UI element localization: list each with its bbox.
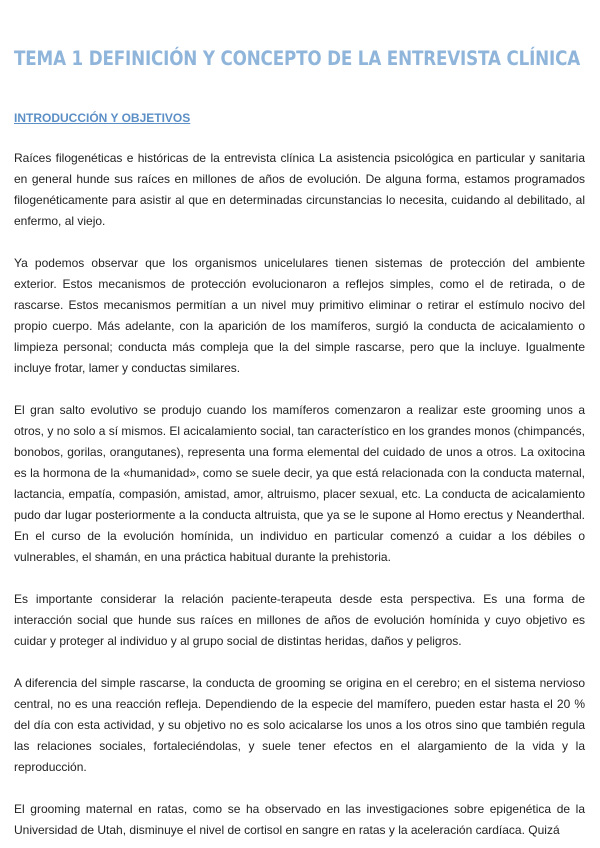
paragraph-maternal-grooming: El grooming maternal en ratas, como se ha observado en las investigaciones sobre epigenética de la Universidad de Utah, disminuye el nivel de cortisol en sangre en ratas y la aceleración cardíaca. Quizá [14,802,585,837]
paragraph-patient-therapist: Es importante considerar la relación paciente-terapeuta desde esta perspectiva. Es una forma de interacción social que hunde sus raíces en millones de años de evolución homínida y cuyo objetivo es cuidar y proteger al individuo y al grupo social de distintas heridas, daños y peligros. [14,592,585,648]
section-heading: INTRODUCCIÓN Y OBJETIVOS [14,111,191,125]
paragraph-protection-mechanisms: Ya podemos observar que los organismos unicelulares tienen sistemas de protección del ambiente exterior. Estos mecanismos de protección evolucionaron a reflejos simples, como el de retirada, o de rascarse. Estos mecanismos permitían a un nivel muy primitivo eliminar o retirar el estímulo nocivo del propio cuerpo. Más adelante, con la aparición de los mamíferos, surgió la conducta de acicalamiento o limpieza personal; conducta más compleja que la del simple rascarse, pero que la incluye. Igualmente incluye frotar, lamer y conductas similares. [14,256,585,375]
body-text [14,148,585,848]
paragraph-social-grooming: El gran salto evolutivo se produjo cuando los mamíferos comenzaron a realizar este grooming unos a otros, y no solo a sí mismos. El acicalamiento social, tan característico en los grandes monos (chimpancés, bonobos, gorilas, orangutanes), representa una forma elemental del cuidado de unos a otros. La oxitocina es la hormona de la «humanidad», como se suele decir, ya que está relacionada con la conducta maternal, lactancia, empatía, compasión, amistad, amor, altruismo, placer sexual, etc. La conducta de acicalamiento pudo dar lugar posteriormente a la conducta altruista, que ya se le supone al Homo erectus y Neanderthal. En el curso de la evolución homínida, un individuo en particular comenzó a cuidar a los débiles o vulnerables, el shamán, en una práctica habitual durante la prehistoria. [14,403,585,564]
paragraph-origins: Raíces filogenéticas e históricas de la entrevista clínica La asistencia psicológica en particular y sanitaria en general hunde sus raíces en millones de años de evolución. De alguna forma, estamos programados filogenéticamente para asistir al que en determinadas circunstancias lo necesita, cuidando al debilitado, al enfermo, al viejo. [14,151,585,228]
document-title: TEMA 1 DEFINICIÓN Y CONCEPTO DE LA ENTREVISTA CLÍNICA [14,47,581,70]
paragraph-grooming-brain: A diferencia del simple rascarse, la conducta de grooming se origina en el cerebro; en el sistema nervioso central, no es una reacción refleja. Dependiendo de la especie del mamífero, pueden estar hasta el 20 % del día con esta actividad, y su objetivo no es solo acicalarse los unos a los otros sino que también regula las relaciones sociales, fortaleciéndolas, y suele tener efectos en el alargamiento de la vida y la reproducción. [14,676,585,774]
